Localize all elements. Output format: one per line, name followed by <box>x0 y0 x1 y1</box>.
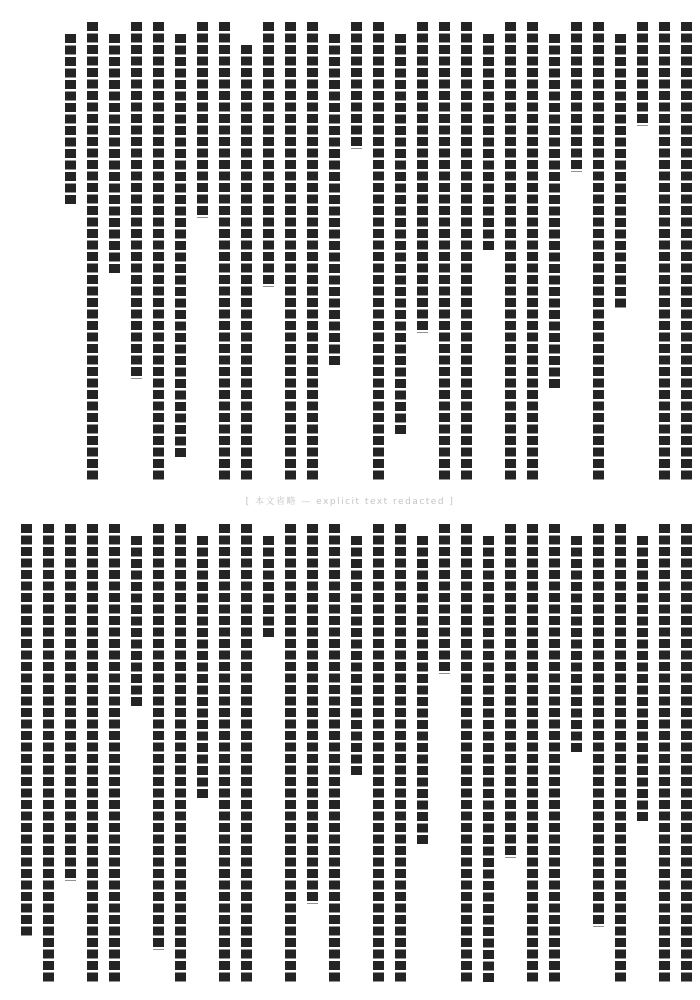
text-column <box>659 22 670 482</box>
text-column <box>373 524 384 984</box>
text-column <box>175 524 186 984</box>
text-column <box>681 524 692 984</box>
text-column <box>439 22 450 482</box>
text-column <box>109 34 120 276</box>
text-column <box>219 22 230 482</box>
text-column <box>615 34 626 310</box>
text-column <box>153 22 164 482</box>
text-column <box>175 34 186 460</box>
text-column <box>197 22 208 218</box>
text-column <box>153 524 164 950</box>
text-block-bottom <box>21 524 692 992</box>
text-column <box>351 22 362 149</box>
text-column <box>461 524 472 984</box>
text-column <box>87 22 98 482</box>
text-block-top <box>65 22 692 490</box>
text-column <box>395 34 406 437</box>
text-column <box>131 536 142 709</box>
text-column <box>571 22 582 172</box>
text-column <box>263 22 274 287</box>
text-column <box>329 34 340 368</box>
text-column <box>131 22 142 379</box>
text-column <box>65 524 76 881</box>
redaction-notice: [ 本文省略 — explicit text redacted ] <box>245 497 455 507</box>
text-column <box>571 536 582 755</box>
text-column <box>351 536 362 778</box>
text-column <box>241 45 252 482</box>
text-column <box>219 524 230 984</box>
text-column <box>109 524 120 984</box>
text-column <box>439 524 450 674</box>
text-column <box>461 22 472 482</box>
text-column <box>505 524 516 858</box>
text-column <box>549 34 560 391</box>
text-column <box>65 34 76 207</box>
text-column <box>637 22 648 126</box>
text-column <box>307 524 318 904</box>
text-column <box>593 22 604 482</box>
text-column <box>87 524 98 984</box>
text-column <box>637 536 648 824</box>
text-column <box>373 22 384 482</box>
text-column <box>285 22 296 482</box>
text-column <box>395 524 406 984</box>
text-column <box>263 536 274 640</box>
text-column <box>285 524 296 984</box>
text-column <box>659 524 670 984</box>
text-column <box>307 22 318 482</box>
text-column <box>681 22 692 482</box>
text-column <box>527 22 538 482</box>
text-column <box>241 524 252 984</box>
text-column <box>549 524 560 984</box>
text-column <box>417 22 428 333</box>
text-column <box>505 22 516 482</box>
text-column <box>21 524 32 938</box>
text-column <box>527 524 538 984</box>
text-column <box>483 536 494 985</box>
text-column <box>615 524 626 984</box>
text-column <box>593 524 604 927</box>
text-column <box>197 536 208 801</box>
text-column <box>417 536 428 847</box>
text-column <box>483 34 494 253</box>
text-column <box>43 524 54 984</box>
text-column <box>329 524 340 984</box>
